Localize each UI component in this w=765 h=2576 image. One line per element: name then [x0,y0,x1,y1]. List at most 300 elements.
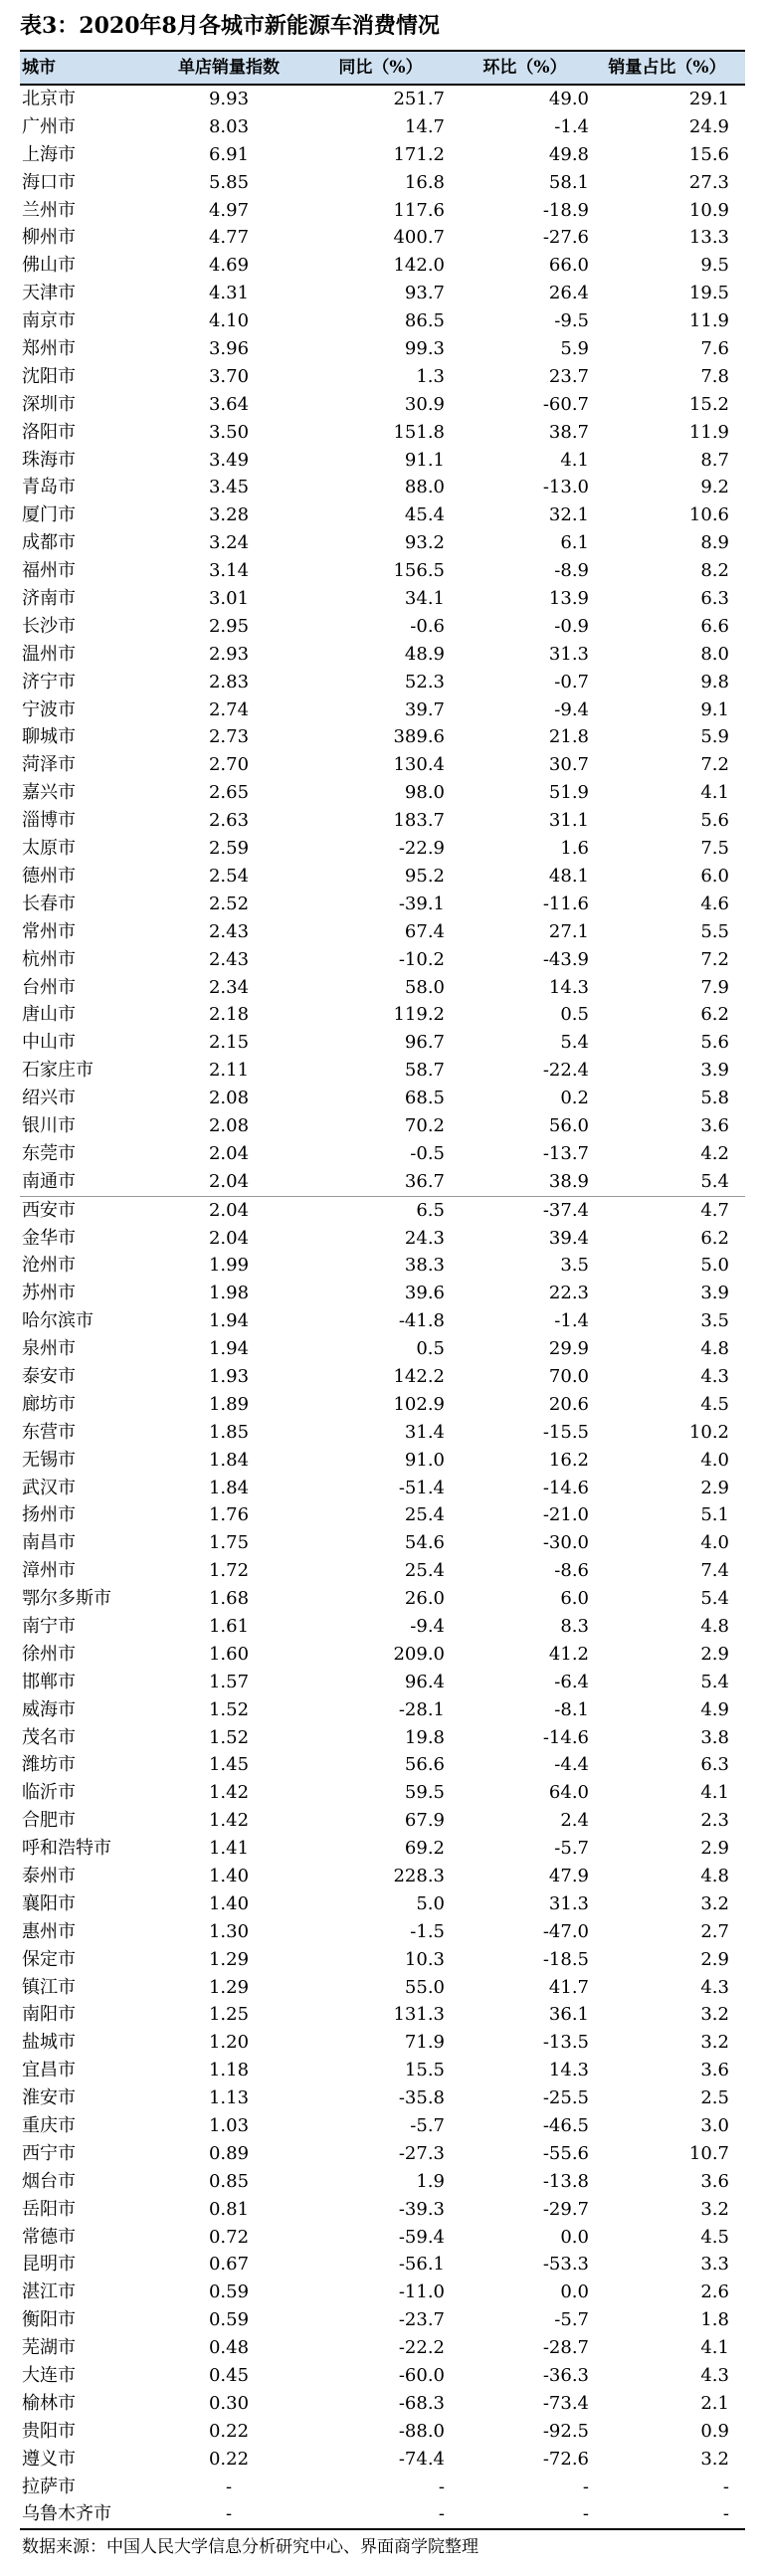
header-mom: 环比（%） [482,58,567,78]
mom-cell: -30.0 [542,1532,589,1554]
city-cell: 呼和浩特市 [22,1838,111,1860]
mom-cell: -5.7 [554,1838,589,1860]
table-row [20,2224,745,2252]
mom-cell: -37.4 [542,1199,589,1221]
store-sales-index-cell: 2.59 [208,838,250,860]
store-sales-index-cell: 1.45 [208,1754,250,1776]
yoy-cell: 39.7 [404,698,445,720]
yoy-cell: 102.9 [393,1393,445,1415]
table-row [20,891,745,918]
store-sales-index-cell: 2.04 [208,1170,250,1192]
share-cell: 29.1 [688,89,729,109]
mom-cell: -9.5 [554,310,589,332]
store-sales-index-cell: 1.84 [208,1477,250,1498]
mom-cell: -15.5 [542,1421,589,1443]
share-cell: 4.8 [700,1615,729,1637]
store-sales-index-cell: 1.30 [208,1920,250,1942]
table-row [20,669,745,696]
share-cell: 6.6 [700,615,729,637]
yoy-cell: 95.2 [404,865,445,887]
share-cell: 7.5 [700,838,729,860]
city-cell: 南阳市 [22,2004,76,2026]
share-cell: 2.7 [700,1920,729,1942]
city-cell: 廊坊市 [22,1393,76,1415]
yoy-cell: 91.0 [404,1449,445,1471]
share-cell: 2.9 [700,1948,729,1970]
table-row [20,447,745,475]
city-cell: 德州市 [22,865,76,887]
share-cell: 5.6 [700,810,729,832]
yoy-cell: 36.7 [404,1170,445,1192]
city-cell: 东莞市 [22,1142,76,1164]
mom-cell: - [582,2476,589,2497]
mom-cell: 23.7 [548,365,589,387]
mom-cell: 39.4 [548,1227,589,1249]
table-row [20,918,745,946]
mom-cell: -36.3 [542,2365,589,2387]
table-row [20,86,745,113]
table-row [20,1475,745,1502]
share-cell: 19.5 [688,283,729,304]
yoy-cell: 52.3 [404,671,445,693]
mom-cell: 47.9 [548,1866,589,1886]
city-cell: 绍兴市 [22,1088,76,1109]
share-cell: 3.9 [700,1283,729,1304]
yoy-cell: 99.3 [404,338,445,360]
mom-cell: -0.9 [554,615,589,637]
yoy-cell: 131.3 [393,2004,445,2026]
store-sales-index-cell: 1.03 [208,2115,250,2137]
table-row [20,723,745,751]
city-cell: 南京市 [22,310,76,332]
mom-cell: -53.3 [542,2254,589,2276]
table-row [20,1001,745,1029]
mom-cell: 38.9 [548,1170,589,1192]
city-cell: 鄂尔多斯市 [22,1588,111,1610]
city-cell: 东营市 [22,1421,76,1443]
city-cell: 兰州市 [22,199,76,221]
share-cell: 4.3 [700,1976,729,1998]
yoy-cell: 98.0 [404,782,445,804]
mom-cell: -22.4 [542,1060,589,1082]
yoy-cell: -9.4 [410,1615,445,1637]
city-cell: 南通市 [22,1170,76,1192]
yoy-cell: -39.3 [398,2198,445,2220]
mom-cell: 64.0 [548,1782,589,1804]
city-cell: 无锡市 [22,1449,76,1471]
yoy-cell: 10.3 [404,1948,445,1970]
data-source-note: 数据来源：中国人民大学信息分析研究中心、界面商学院整理 [20,2528,745,2564]
mom-cell: -92.5 [542,2420,589,2442]
yoy-cell: 55.0 [404,1976,445,1998]
share-cell: 2.3 [700,1810,729,1832]
table-row [20,2279,745,2306]
store-sales-index-cell: 3.96 [208,338,250,360]
city-cell: 珠海市 [22,449,76,471]
table-row [20,1835,745,1863]
city-cell: 青岛市 [22,477,76,498]
store-sales-index-cell: 1.93 [208,1365,250,1387]
mom-cell: 6.1 [560,532,589,554]
city-cell: 西宁市 [22,2142,76,2164]
table-row [20,974,745,1002]
city-cell: 扬州市 [22,1504,76,1526]
share-cell: 3.6 [700,2060,729,2081]
store-sales-index-cell: 3.14 [208,560,250,582]
mom-cell: -13.0 [542,477,589,498]
table-row [20,1779,745,1807]
mom-cell: 38.7 [548,421,589,443]
store-sales-index-cell: 8.03 [208,115,250,137]
share-cell: 2.9 [700,1838,729,1860]
share-cell: 2.5 [700,2087,729,2109]
table-row [20,2362,745,2390]
yoy-cell: -1.5 [410,1920,445,1942]
city-cell: 柳州市 [22,227,76,249]
mom-cell: 32.1 [548,504,589,526]
mom-cell: -11.6 [542,892,589,914]
share-cell: 3.2 [700,2448,729,2470]
table-row [20,1225,745,1253]
city-cell: 淮安市 [22,2087,76,2109]
share-cell: 8.9 [700,532,729,554]
yoy-cell: 117.6 [393,199,445,221]
table-row [20,307,745,335]
store-sales-index-cell: 2.43 [208,920,250,942]
yoy-cell: 228.3 [393,1866,445,1886]
mom-cell: 49.8 [548,143,589,165]
store-sales-index-cell: 1.98 [208,1283,250,1304]
mom-cell: -46.5 [542,2115,589,2137]
store-sales-index-cell: 3.45 [208,477,250,498]
city-cell: 广州市 [22,115,76,137]
table-row [20,1085,745,1112]
city-cell: 潍坊市 [22,1754,76,1776]
store-sales-index-cell: 1.40 [208,1866,250,1886]
table-row [20,1974,745,2002]
city-cell: 威海市 [22,1698,76,1720]
store-sales-index-cell: 1.25 [208,2004,250,2026]
mom-cell: 8.3 [560,1615,589,1637]
yoy-cell: 1.3 [416,365,445,387]
table-row [20,474,745,501]
store-sales-index-cell: 2.93 [208,643,250,665]
store-sales-index-cell: 0.81 [208,2198,250,2220]
city-cell: 大连市 [22,2365,76,2387]
yoy-cell: 93.7 [404,283,445,304]
yoy-cell: 24.3 [404,1227,445,1249]
table-row [20,1057,745,1085]
city-cell: 金华市 [22,1227,76,1249]
store-sales-index-cell: 1.13 [208,2087,250,2109]
table-row [20,2140,745,2168]
yoy-cell: 1.9 [416,2170,445,2192]
city-cell: 贵阳市 [22,2420,76,2442]
store-sales-index-cell: 2.43 [208,948,250,970]
yoy-cell: -5.7 [410,2115,445,2137]
city-cell: 宜昌市 [22,2060,76,2081]
share-cell: 3.9 [700,1060,729,1082]
city-cell: 太原市 [22,838,76,860]
store-sales-index-cell: 0.89 [208,2142,250,2164]
store-sales-index-cell: 1.68 [208,1588,250,1610]
yoy-cell: -23.7 [398,2309,445,2331]
mom-cell: 36.1 [548,2004,589,2026]
yoy-cell: 25.4 [404,1560,445,1582]
table-row [20,1613,745,1641]
city-cell: 银川市 [22,1114,76,1136]
yoy-cell: 67.9 [404,1810,445,1832]
store-sales-index-cell: 3.50 [208,421,250,443]
table-row [20,280,745,307]
mom-cell: -14.6 [542,1477,589,1498]
store-sales-index-cell: 1.29 [208,1948,250,1970]
table-row [20,1890,745,1918]
table-row [20,2390,745,2418]
yoy-cell: 15.5 [404,2060,445,2081]
yoy-cell: -22.2 [398,2337,445,2359]
city-cell: 岳阳市 [22,2198,76,2220]
city-cell: 苏州市 [22,1283,76,1304]
yoy-cell: 45.4 [404,504,445,526]
yoy-cell: 56.6 [404,1754,445,1776]
store-sales-index-cell: 1.40 [208,1892,250,1914]
yoy-cell: 151.8 [393,421,445,443]
store-sales-index-cell: 1.18 [208,2060,250,2081]
table-row [20,335,745,363]
yoy-cell: 39.6 [404,1283,445,1304]
table-row [20,1946,745,1974]
city-cell: 邯郸市 [22,1671,76,1692]
mom-cell: -13.5 [542,2032,589,2054]
store-sales-index-cell: 2.70 [208,754,250,776]
city-cell: 淄博市 [22,810,76,832]
store-sales-index-cell: 1.76 [208,1504,250,1526]
store-sales-index-cell: 2.08 [208,1114,250,1136]
city-ev-table [20,50,745,2564]
city-cell: 佛山市 [22,255,76,277]
store-sales-index-cell: 3.64 [208,393,250,415]
share-cell: 2.9 [700,1477,729,1498]
share-cell: 3.2 [700,2004,729,2026]
share-cell: 4.0 [700,1532,729,1554]
mom-cell: 31.1 [548,810,589,832]
header-city: 城市 [22,58,56,78]
yoy-cell: 48.9 [404,643,445,665]
city-cell: 盐城市 [22,2032,76,2054]
yoy-cell: 142.2 [393,1365,445,1387]
share-cell: 5.1 [700,1504,729,1526]
store-sales-index-cell: 4.77 [208,227,250,249]
share-cell: 4.2 [700,1142,729,1164]
city-cell: 海口市 [22,171,76,193]
yoy-cell: 16.8 [404,171,445,193]
share-cell: 4.0 [700,1449,729,1471]
share-cell: 4.5 [700,1393,729,1415]
city-cell: 洛阳市 [22,421,76,443]
table-row [20,613,745,641]
mom-cell: -1.4 [554,1310,589,1332]
mom-cell: 21.8 [548,726,589,748]
table-row [20,419,745,447]
share-cell: 9.5 [700,255,729,277]
yoy-cell: -22.9 [398,838,445,860]
store-sales-index-cell: 1.99 [208,1255,250,1277]
table-row [20,2057,745,2084]
yoy-cell: 86.5 [404,310,445,332]
share-cell: 8.2 [700,560,729,582]
store-sales-index-cell: 1.72 [208,1560,250,1582]
mom-cell: 29.9 [548,1338,589,1360]
table-row [20,696,745,724]
store-sales-index-cell: 1.42 [208,1782,250,1804]
store-sales-index-cell: 0.59 [208,2309,250,2331]
table-row [20,391,745,419]
table-row [20,1391,745,1419]
yoy-cell: 70.2 [404,1114,445,1136]
mom-cell: -4.4 [554,1754,589,1776]
store-sales-index-cell: 4.10 [208,310,250,332]
city-cell: 泉州市 [22,1338,76,1360]
yoy-cell: 400.7 [393,227,445,249]
store-sales-index-cell: 1.94 [208,1338,250,1360]
yoy-cell: -11.0 [398,2281,445,2303]
store-sales-index-cell: 0.48 [208,2337,250,2359]
store-sales-index-cell: 1.75 [208,1532,250,1554]
mom-cell: -28.7 [542,2337,589,2359]
table-row [20,779,745,807]
city-cell: 茂名市 [22,1726,76,1748]
store-sales-index-cell: 1.84 [208,1449,250,1471]
store-sales-index-cell: - [225,2476,233,2497]
table-row [20,529,745,557]
city-cell: 深圳市 [22,393,76,415]
mom-cell: -18.9 [542,199,589,221]
city-cell: 南宁市 [22,1615,76,1637]
yoy-cell: -39.1 [398,892,445,914]
store-sales-index-cell: - [225,2503,233,2525]
yoy-cell: -0.6 [410,615,445,637]
city-cell: 长沙市 [22,615,76,637]
store-sales-index-cell: 9.93 [208,89,250,109]
yoy-cell: 0.5 [416,1338,445,1360]
yoy-cell: 59.5 [404,1782,445,1804]
store-sales-index-cell: 3.01 [208,588,250,610]
store-sales-index-cell: 2.08 [208,1088,250,1109]
mom-cell: -0.7 [554,671,589,693]
share-cell: 8.7 [700,449,729,471]
mom-cell: -18.5 [542,1948,589,1970]
yoy-cell: 96.4 [404,1671,445,1692]
table-row [20,863,745,891]
store-sales-index-cell: 0.45 [208,2365,250,2387]
mom-cell: 26.4 [548,283,589,304]
store-sales-index-cell: 1.41 [208,1838,250,1860]
store-sales-index-cell: 0.72 [208,2226,250,2248]
share-cell: - [722,2476,729,2497]
share-cell: 4.3 [700,1365,729,1387]
yoy-cell: 58.0 [404,976,445,998]
table-row [20,557,745,585]
yoy-cell: 209.0 [393,1643,445,1665]
city-cell: 台州市 [22,976,76,998]
mom-cell: 51.9 [548,782,589,804]
yoy-cell: 389.6 [393,726,445,748]
store-sales-index-cell: 5.85 [208,171,250,193]
store-sales-index-cell: 1.57 [208,1671,250,1692]
yoy-cell: 26.0 [404,1588,445,1610]
table-row [20,1029,745,1057]
table-row [20,2168,745,2196]
mom-cell: 0.2 [560,1088,589,1109]
table-row [20,252,745,280]
share-cell: 3.5 [700,1310,729,1332]
share-cell: 3.2 [700,2032,729,2054]
share-cell: 2.1 [700,2392,729,2414]
yoy-cell: 5.0 [416,1892,445,1914]
city-cell: 济宁市 [22,671,76,693]
yoy-cell: 130.4 [393,754,445,776]
store-sales-index-cell: 4.69 [208,255,250,277]
city-cell: 武汉市 [22,1477,76,1498]
mom-cell: 31.3 [548,643,589,665]
yoy-cell: 31.4 [404,1421,445,1443]
city-cell: 遵义市 [22,2448,76,2470]
share-cell: 5.5 [700,920,729,942]
share-cell: 4.1 [700,1782,729,1804]
table-row [20,1918,745,1946]
yoy-cell: 58.7 [404,1060,445,1082]
city-cell: 泰安市 [22,1365,76,1387]
share-cell: 4.6 [700,892,729,914]
table-row [20,2251,745,2279]
table-row [20,1724,745,1752]
mom-cell: 30.7 [548,754,589,776]
share-cell: 7.6 [700,338,729,360]
store-sales-index-cell: 2.83 [208,671,250,693]
store-sales-index-cell: 4.97 [208,199,250,221]
yoy-cell: 68.5 [404,1088,445,1109]
table-row [20,1447,745,1475]
share-cell: - [722,2503,729,2525]
share-cell: 3.0 [700,2115,729,2137]
share-cell: 4.8 [700,1338,729,1360]
store-sales-index-cell: 2.95 [208,615,250,637]
share-cell: 9.1 [700,698,729,720]
store-sales-index-cell: 2.11 [208,1060,250,1082]
city-cell: 成都市 [22,532,76,554]
share-cell: 5.4 [700,1170,729,1192]
table-row [20,1529,745,1557]
city-cell: 长春市 [22,892,76,914]
city-cell: 福州市 [22,560,76,582]
table-row [20,1863,745,1890]
yoy-cell: 142.0 [393,255,445,277]
share-cell: 4.9 [700,1698,729,1720]
city-cell: 菏泽市 [22,754,76,776]
share-cell: 3.6 [700,2170,729,2192]
share-cell: 7.2 [700,948,729,970]
table-row [20,1252,745,1280]
yoy-cell: -10.2 [398,948,445,970]
mom-cell: -8.1 [554,1698,589,1720]
table-row [20,224,745,252]
city-cell: 杭州市 [22,948,76,970]
city-cell: 西安市 [22,1199,76,1221]
table-row [20,2196,745,2224]
mom-cell: 41.2 [548,1643,589,1665]
table-row [20,1280,745,1307]
